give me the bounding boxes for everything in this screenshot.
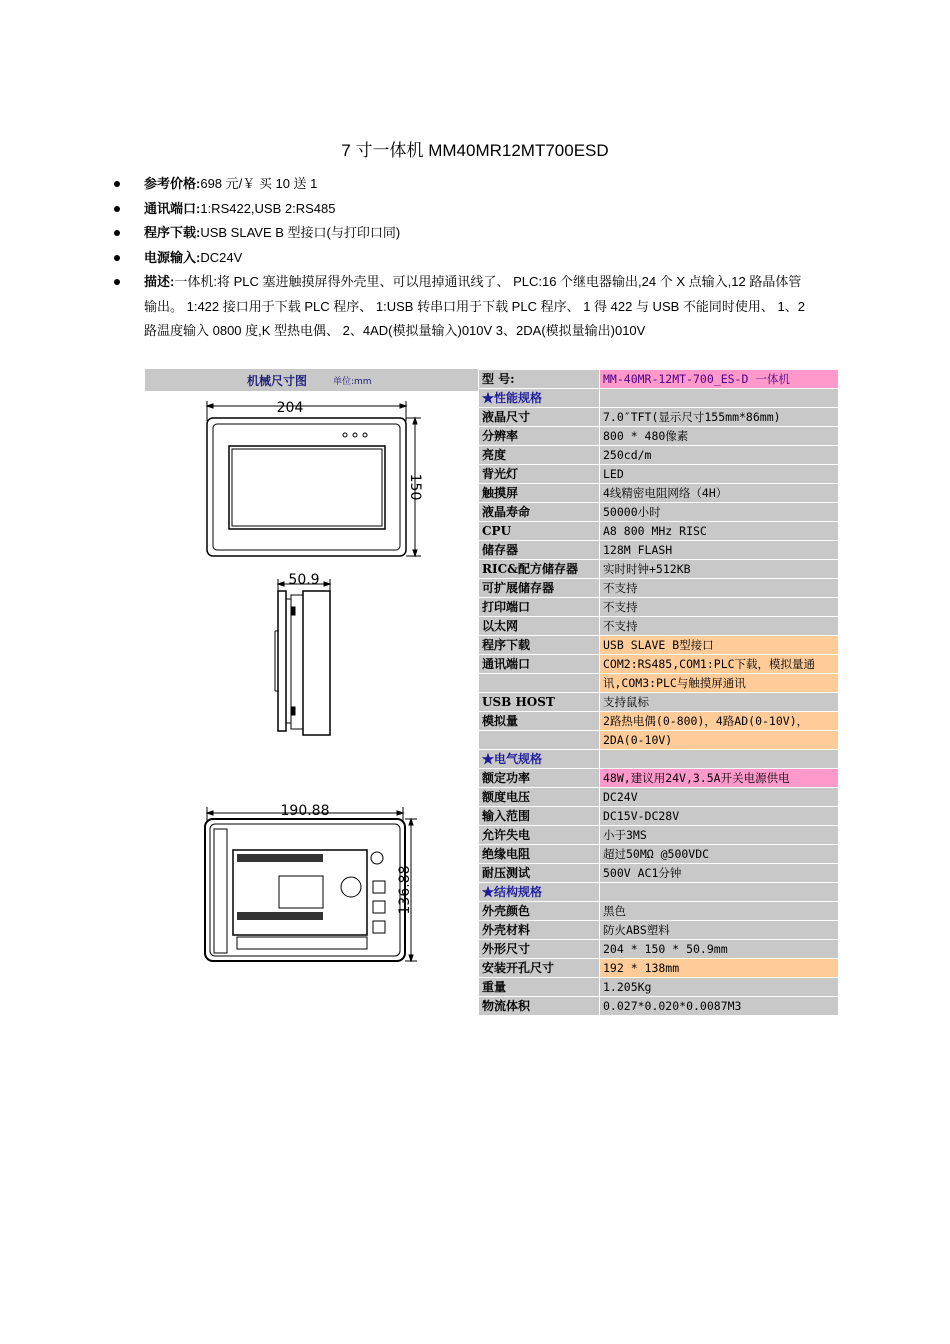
table-row (479, 636, 839, 655)
spec-value: 1.205Kg (600, 978, 839, 997)
spec-value: 0.027*0.020*0.0087M3 (600, 997, 839, 1016)
spec-value: COM2:RS485,COM1:PLC下载，模拟量通 (600, 655, 839, 674)
bullet-text: 一体机:将 PLC 塞进触摸屏得外壳里、可以甩掉通讯线了、 PLC:16 个继电器输出,24 个 X 点输入,12 路晶体管输出。 1:422 接口用于下载 PLC 程序、 1:USB 转串口用于下载 PLC 程序、 1 得 422 与 USB 不能同时使用、 1、2 路温度输入 0800 度,K 型热电偶、 2、4AD(模拟量输入)010V 3、2DA(模拟量输出)010V (144, 274, 805, 338)
spec-value: 128M FLASH (600, 541, 839, 560)
spec-key: RIC&配方储存器 (479, 560, 600, 579)
bullet-text: DC24V (200, 249, 243, 265)
spec-key (479, 674, 600, 693)
table-row (479, 940, 839, 959)
spec-value: 超过50MΩ @500VDC (600, 845, 839, 864)
spec-key: 可扩展储存器 (479, 579, 600, 598)
spec-value: 500V AC1分钟 (600, 864, 839, 883)
spec-value: 2DA(0-10V) (600, 731, 839, 750)
spec-key: 重量 (479, 978, 600, 997)
table-row (479, 864, 839, 883)
table-row (479, 370, 839, 389)
spec-bullet-list (112, 172, 812, 344)
table-row (479, 921, 839, 940)
bullet-text: 1:RS422,USB 2:RS485 (200, 200, 336, 216)
spec-key: 允许失电 (479, 826, 600, 845)
table-row (479, 693, 839, 712)
spec-key: 外形尺寸 (479, 940, 600, 959)
list-item (112, 270, 812, 344)
spec-value (600, 750, 839, 769)
cutout-width-label: 190.88 (280, 803, 330, 819)
table-row (479, 674, 839, 693)
table-row (479, 560, 839, 579)
spec-key: 额定功率 (479, 769, 600, 788)
table-row (479, 978, 839, 997)
spec-key: USB HOST (479, 693, 600, 712)
spec-value: 4线精密电阻网络（4H） (600, 484, 839, 503)
spec-value: 实时时钟+512KB (600, 560, 839, 579)
table-row (479, 617, 839, 636)
spec-value: 800 * 480像素 (600, 427, 839, 446)
height-dimension-label: 150 (407, 473, 423, 501)
spec-key: 型 号: (479, 370, 600, 389)
spec-value: 不支持 (600, 598, 839, 617)
bullet-text: 698 元/￥ 买 10 送 1 (200, 176, 318, 191)
spec-value (600, 883, 839, 902)
table-row (479, 807, 839, 826)
spec-key: 液晶寿命 (479, 503, 600, 522)
list-item (112, 246, 812, 271)
table-row (479, 484, 839, 503)
spec-key (479, 731, 600, 750)
table-row (479, 769, 839, 788)
drawing-title: 机械尺寸图 (247, 374, 308, 388)
bullet-text: USB SLAVE B 型接口(与打印口同) (200, 225, 401, 240)
spec-value: USB SLAVE B型接口 (600, 636, 839, 655)
spec-key: 物流体积 (479, 997, 600, 1016)
table-row (479, 731, 839, 750)
front-view (207, 401, 421, 556)
table-row (479, 427, 839, 446)
page-title: 7 寸一体机 MM40MR12MT700ESD (341, 141, 609, 160)
table-row (479, 883, 839, 902)
table-row (479, 750, 839, 769)
table-row (479, 446, 839, 465)
spec-value: 支持鼠标 (600, 693, 839, 712)
table-row (479, 598, 839, 617)
spec-key: 模拟量 (479, 712, 600, 731)
back-terminal-blocks (237, 854, 323, 920)
spec-key: 以太网 (479, 617, 600, 636)
table-row (479, 541, 839, 560)
spec-value: 48W,建议用24V,3.5A开关电源供电 (600, 769, 839, 788)
spec-key: ★结构规格 (479, 883, 600, 902)
spec-key: 外壳颜色 (479, 902, 600, 921)
table-row (479, 408, 839, 427)
spec-value (600, 389, 839, 408)
spec-value: 7.0″TFT(显示尺寸155mm*86mm) (600, 408, 839, 427)
list-item (112, 221, 812, 246)
table-row (479, 959, 839, 978)
spec-value: 不支持 (600, 579, 839, 598)
spec-key: 分辨率 (479, 427, 600, 446)
drawing-header (145, 369, 479, 391)
spec-value: DC24V (600, 788, 839, 807)
spec-table (478, 369, 839, 1016)
spec-key: ★性能规格 (479, 389, 600, 408)
spec-key: 亮度 (479, 446, 600, 465)
spec-value: 50000小时 (600, 503, 839, 522)
spec-value: 小于3MS (600, 826, 839, 845)
spec-key: 耐压测试 (479, 864, 600, 883)
list-item (112, 197, 812, 222)
bullet-label: 通讯端口: (144, 200, 201, 216)
table-row (479, 465, 839, 484)
spec-value: DC15V-DC28V (600, 807, 839, 826)
cutout-height-label: 136.88 (397, 865, 413, 915)
spec-key: 输入范围 (479, 807, 600, 826)
spec-key: 外壳材料 (479, 921, 600, 940)
width-dimension-label: 204 (276, 400, 304, 416)
spec-value: 不支持 (600, 617, 839, 636)
bullet-label: 程序下载: (144, 225, 201, 240)
mechanical-drawing (145, 391, 479, 991)
spec-key: 额度电压 (479, 788, 600, 807)
spec-value: 防火ABS塑料 (600, 921, 839, 940)
table-row (479, 522, 839, 541)
table-row (479, 788, 839, 807)
table-row (479, 503, 839, 522)
table-row (479, 579, 839, 598)
spec-key: 打印端口 (479, 598, 600, 617)
spec-key: CPU (479, 522, 600, 541)
spec-key: 安装开孔尺寸 (479, 959, 600, 978)
spec-value: 204 * 150 * 50.9mm (600, 940, 839, 959)
spec-key: 触摸屏 (479, 484, 600, 503)
depth-dimension-label: 50.9 (288, 572, 320, 588)
spec-value: MM-40MR-12MT-700_ES-D 一体机 (600, 370, 839, 389)
table-row (479, 826, 839, 845)
spec-key: 液晶尺寸 (479, 408, 600, 427)
spec-key: 储存器 (479, 541, 600, 560)
spec-key: 程序下载 (479, 636, 600, 655)
drawing-unit: 单位:mm (333, 377, 372, 387)
spec-key: 背光灯 (479, 465, 600, 484)
spec-value: 黑色 (600, 902, 839, 921)
spec-value: A8 800 MHz RISC (600, 522, 839, 541)
back-view (205, 807, 417, 961)
table-row (479, 845, 839, 864)
bullet-label: 参考价格: (144, 176, 201, 191)
spec-value: 2路热电偶(0-800)，4路AD(0-10V)， (600, 712, 839, 731)
bullet-label: 描述: (144, 274, 175, 289)
table-row (479, 712, 839, 731)
spec-value: 192 * 138mm (600, 959, 839, 978)
table-row (479, 902, 839, 921)
side-view (275, 579, 330, 735)
list-item (112, 172, 812, 197)
spec-value: 讯,COM3:PLC与触摸屏通讯 (600, 674, 839, 693)
spec-key: ★电气规格 (479, 750, 600, 769)
table-row (479, 997, 839, 1016)
spec-value: LED (600, 465, 839, 484)
spec-value: 250cd/m (600, 446, 839, 465)
bullet-label: 电源输入: (144, 249, 201, 265)
spec-key: 通讯端口 (479, 655, 600, 674)
table-row (479, 389, 839, 408)
spec-key: 绝缘电阻 (479, 845, 600, 864)
table-row (479, 655, 839, 674)
